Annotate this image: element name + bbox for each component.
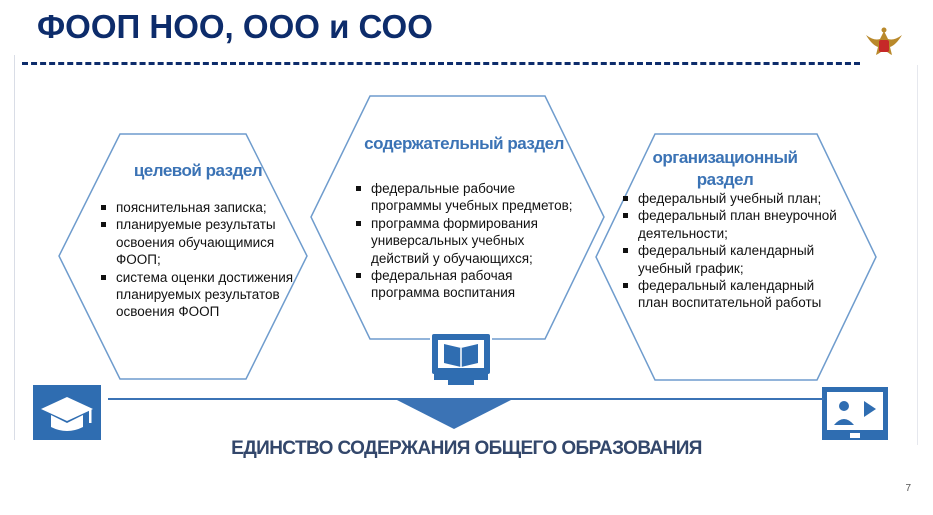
section-heading-target: целевой раздел xyxy=(133,161,263,180)
list-item: планируемые результаты освоения обучающимися ФООП; xyxy=(98,216,303,268)
list-item: федеральный план внеурочной деятельности; xyxy=(620,207,840,242)
video-lesson-icon xyxy=(822,387,888,440)
book-on-stand-icon xyxy=(430,332,492,386)
section-list-target xyxy=(98,199,303,321)
page-number: 7 xyxy=(905,483,911,494)
list-item: федеральные рабочие программы учебных предметов; xyxy=(353,180,573,215)
list-item: программа формирования универсальных учебных действий у обучающихся; xyxy=(353,215,573,267)
section-list-content xyxy=(353,180,573,302)
graduation-cap-icon xyxy=(33,385,101,440)
down-arrow-icon xyxy=(395,399,513,429)
left-border-line xyxy=(14,55,15,440)
emblem-icon xyxy=(862,25,906,65)
list-item: федеральный учебный план; xyxy=(620,190,840,207)
summary-caption: ЕДИНСТВО СОДЕРЖАНИЯ ОБЩЕГО ОБРАЗОВАНИЯ xyxy=(231,438,702,459)
slide-title: ФООП НОО, ООО и СОО xyxy=(37,8,433,45)
list-item: федеральный календарный учебный график; xyxy=(620,242,840,277)
list-item: пояснительная записка; xyxy=(98,199,303,216)
section-heading-content: содержательный раздел xyxy=(364,134,564,153)
list-item: система оценки достижения планируемых результатов освоения ФООП xyxy=(98,269,303,321)
right-border-line xyxy=(917,65,918,445)
list-item: федеральная рабочая программа воспитания xyxy=(353,267,573,302)
list-item: федеральный календарный план воспитательной работы xyxy=(620,277,840,312)
title-dashed-underline xyxy=(22,62,860,65)
section-list-organization xyxy=(620,190,840,312)
section-heading-organization: организационный раздел xyxy=(652,148,798,189)
